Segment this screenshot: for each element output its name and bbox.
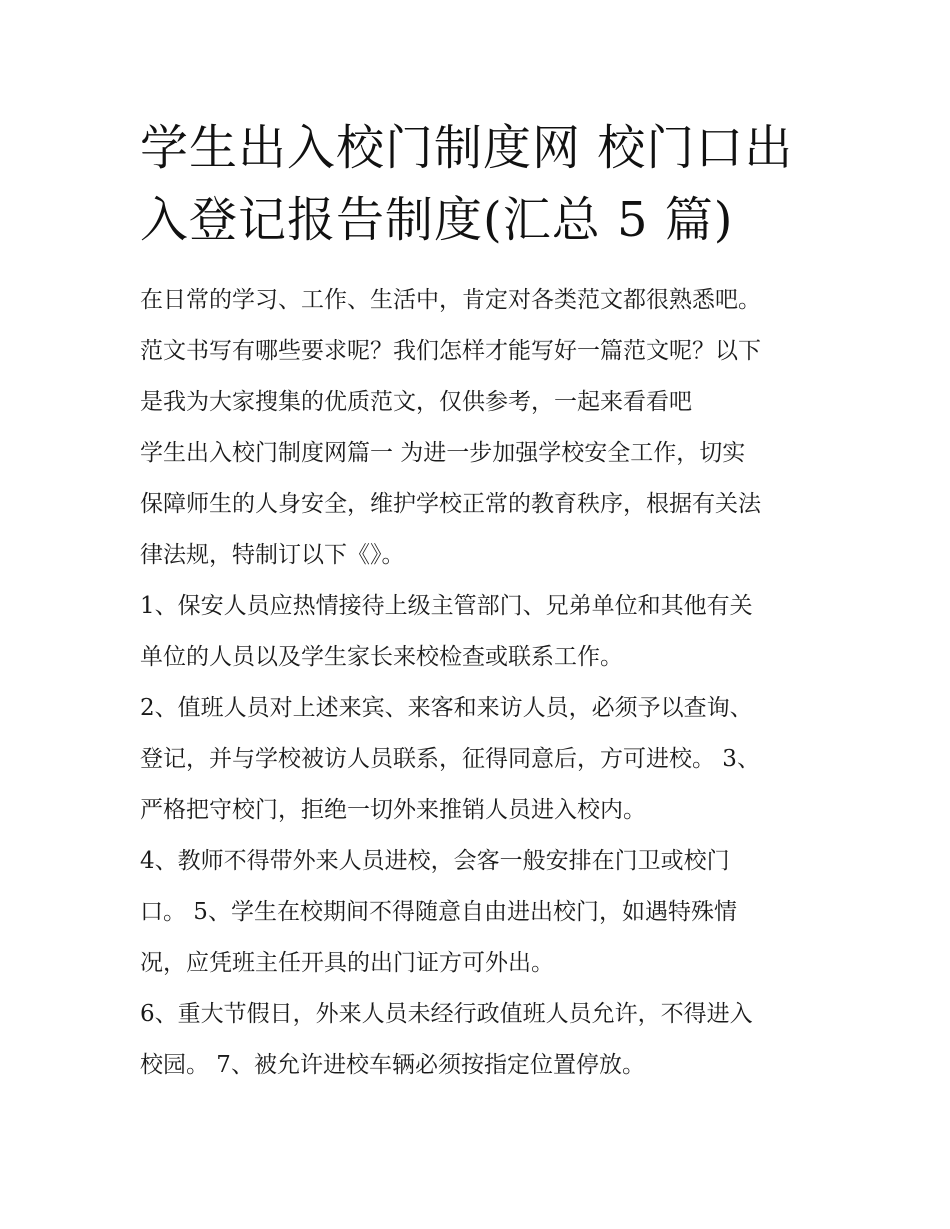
body-line-1: 在日常的学习、工作、生活中，肯定对各类范文都很熟悉吧。 — [140, 287, 761, 313]
body-line-12: 4、教师不得带外来人员进校，会客一般安排在门卫或校门 — [140, 848, 730, 874]
body-line-7: 1、保安人员应热情接待上级主管部门、兄弟单位和其他有关 — [140, 593, 753, 619]
body-line-11: 严格把守校门，拒绝一切外来推销人员进入校内。 — [140, 797, 646, 823]
title-line-2: 入登记报告制度(汇总 5 篇) — [140, 192, 734, 248]
body-line-14: 况，应凭班主任开具的出门证方可外出。 — [140, 950, 554, 976]
body-line-10: 登记，并与学校被访人员联系，征得同意后，方可进校。 3、 — [140, 746, 760, 772]
body-line-9: 2、值班人员对上述来宾、来客和来访人员，必须予以查询、 — [140, 695, 753, 721]
body-line-13: 口。 5、学生在校期间不得随意自由进出校门，如遇特殊情 — [140, 899, 737, 925]
body-line-15: 6、重大节假日，外来人员未经行政值班人员允许，不得进入 — [140, 1001, 753, 1027]
body-line-6: 律法规，特制订以下《》。 — [140, 542, 405, 568]
body-line-8: 单位的人员以及学生家长来校检查或联系工作。 — [140, 644, 623, 670]
body-line-4: 学生出入校门制度网篇一 为进一步加强学校安全工作，切实 — [140, 440, 746, 466]
document-title — [140, 112, 840, 256]
body-line-5: 保障师生的人身安全，维护学校正常的教育秩序，根据有关法 — [140, 491, 761, 517]
document-body — [140, 275, 830, 1091]
body-line-3: 是我为大家搜集的优质范文，仅供参考，一起来看看吧 — [140, 389, 692, 415]
title-line-1: 学生出入校门制度网 校门口出 — [140, 120, 794, 176]
body-line-16: 校园。 7、被允许进校车辆必须按指定位置停放。 — [140, 1052, 645, 1078]
body-line-2: 范文书写有哪些要求呢？我们怎样才能写好一篇范文呢？以下 — [140, 338, 761, 364]
